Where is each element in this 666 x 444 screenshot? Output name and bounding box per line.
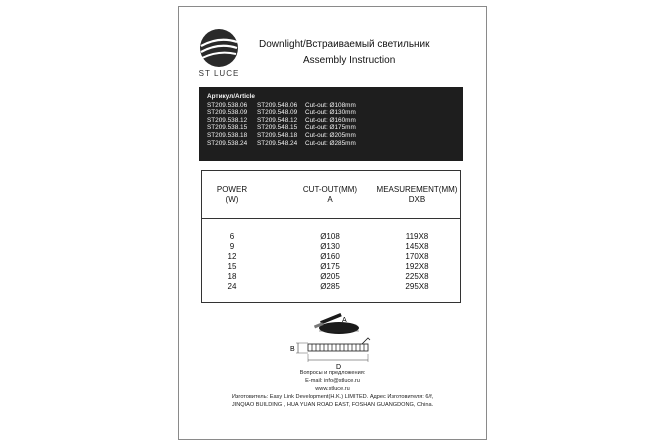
footer-line: JINQIAO BUILDING , HUA YUAN ROAD EAST, FOSHAN GUANGDONG, China. xyxy=(231,402,434,408)
label-b: B xyxy=(290,346,295,353)
cutout-column xyxy=(280,232,380,292)
table-cell: Ø175 xyxy=(320,262,340,271)
table-cell: 9 xyxy=(229,242,235,251)
article-cutout: Cut-out: Ø205mm xyxy=(305,131,356,139)
measurement-column xyxy=(372,232,462,292)
document-title: Downlight/Встраиваемый светильник xyxy=(259,39,430,50)
spec-table xyxy=(201,170,461,303)
article-cutout: Cut-out: Ø175mm xyxy=(305,124,356,132)
table-cell: 18 xyxy=(227,272,237,281)
header-line: MEASUREMENT(MM) xyxy=(376,185,458,194)
header-line: A xyxy=(327,195,333,204)
label-d: D xyxy=(336,364,342,371)
spring-clip xyxy=(362,338,370,344)
header-line: DXB xyxy=(408,195,426,204)
article-code: ST209.548.24 xyxy=(257,139,298,147)
table-cell: Ø130 xyxy=(320,242,340,251)
article-heading: Артикул/Article xyxy=(207,93,255,100)
article-code: ST209.548.15 xyxy=(257,124,298,132)
cutout-hole-shape xyxy=(319,322,359,334)
table-cell: 15 xyxy=(227,262,237,271)
power-column xyxy=(202,232,262,292)
article-code: ST209.538.09 xyxy=(207,109,248,117)
article-row xyxy=(207,117,455,125)
article-cutout: Cut-out: Ø130mm xyxy=(305,109,356,117)
table-cell: 6 xyxy=(229,232,235,241)
article-row xyxy=(207,140,455,148)
article-code: ST209.538.15 xyxy=(207,124,248,132)
article-code: ST209.548.18 xyxy=(257,131,298,139)
article-code: ST209.548.12 xyxy=(257,116,298,124)
power-header xyxy=(202,185,262,205)
table-cell: Ø285 xyxy=(320,282,340,291)
spec-table-header xyxy=(202,171,460,219)
instruction-sheet xyxy=(178,6,487,440)
table-cell: 170X8 xyxy=(405,252,429,261)
article-cutout: Cut-out: Ø108mm xyxy=(305,101,356,109)
article-row xyxy=(207,102,455,110)
footer-line: Вопросы и предложения: xyxy=(299,370,366,376)
article-cutout: Cut-out: Ø160mm xyxy=(305,116,356,124)
header-line: (W) xyxy=(225,195,239,204)
table-cell: Ø108 xyxy=(320,232,340,241)
downlight-body xyxy=(308,344,368,351)
article-code: ST209.538.24 xyxy=(207,139,248,147)
st-luce-logo-icon xyxy=(199,28,239,68)
table-cell: Ø160 xyxy=(320,252,340,261)
header-line: POWER xyxy=(216,185,248,194)
footer xyxy=(179,369,486,409)
footer-website: www.stluce.ru xyxy=(315,386,350,392)
document-subtitle: Assembly Instruction xyxy=(303,55,396,66)
article-cutout: Cut-out: Ø285mm xyxy=(305,139,356,147)
table-cell: Ø205 xyxy=(320,272,340,281)
article-code: ST209.538.06 xyxy=(207,101,248,109)
article-code: ST209.548.06 xyxy=(257,101,298,109)
brand-name: ST LUCE xyxy=(198,69,240,78)
header-line: CUT-OUT(MM) xyxy=(302,185,358,194)
footer-email: E-mail: info@stluce.ru xyxy=(305,378,360,384)
article-row xyxy=(207,124,455,132)
label-a: A xyxy=(342,317,347,324)
table-cell: 192X8 xyxy=(405,262,429,271)
table-cell: 145X8 xyxy=(405,242,429,251)
table-cell: 295X8 xyxy=(405,282,429,291)
table-cell: 12 xyxy=(227,252,237,261)
article-code: ST209.538.12 xyxy=(207,116,248,124)
table-cell: 225X8 xyxy=(405,272,429,281)
cutout-header xyxy=(280,185,380,205)
article-row xyxy=(207,132,455,140)
article-list xyxy=(199,87,463,161)
measurement-header xyxy=(372,185,462,205)
table-cell: 119X8 xyxy=(405,232,429,241)
table-cell: 24 xyxy=(227,282,237,291)
article-code: ST209.548.09 xyxy=(257,109,298,117)
article-row xyxy=(207,109,455,117)
article-code: ST209.538.18 xyxy=(207,131,248,139)
footer-line: Изготовитель: Easy Link Development(H.K.) LIMITED. Адрес Изготовителя: 6/f, xyxy=(231,394,434,400)
